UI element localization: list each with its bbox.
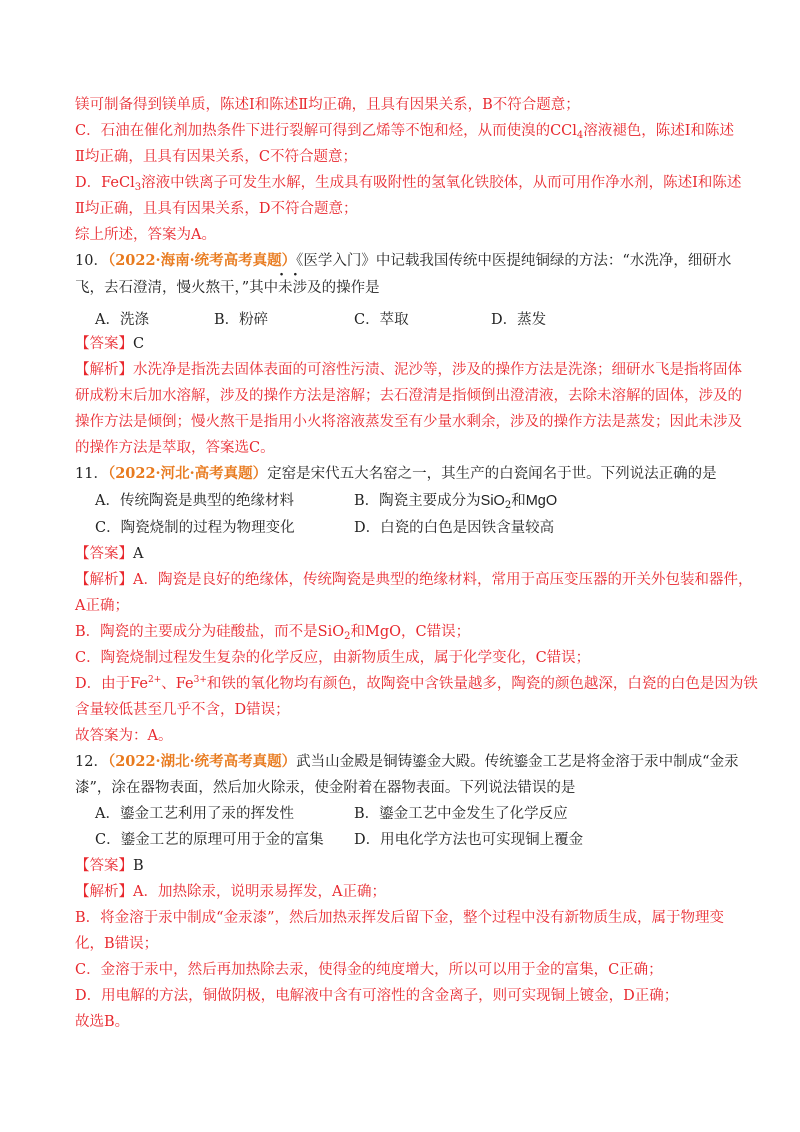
q10-stem: 10．（2022·海南·统考高考真题）《医学入门》中记载我国传统中医提纯铜绿的方法：“水洗净，细研水 (75, 252, 732, 269)
q10-option-b: B．粉碎 (214, 312, 269, 328)
q12-analysis-c: C．金溶于汞中，然后再加热除去汞，使得金的纯度增大，所以可以用于金的富集，C正确； (75, 962, 663, 978)
prev-analysis-c-cont: Ⅱ均正确，且具有因果关系，C不符合题意； (75, 149, 357, 165)
q12-option-a: A．鎏金工艺利用了汞的挥发性 (95, 806, 294, 822)
q12-analysis-b: B．将金溶于汞中制成“金汞漆”，然后加热汞挥发后留下金，整个过程中没有新物质生成，属于物理变 (75, 910, 724, 926)
q11-analysis-b: B．陶瓷的主要成分为硅酸盐，而不是SiO$_2$和MgO，C错误； (75, 624, 471, 642)
prev-analysis-c: C．石油在催化剂加热条件下进行裂解可得到乙烯等不饱和烃，从而使溴的CCl$_4$溶液褪色，陈述Ⅰ和陈述 (75, 123, 735, 141)
q12-option-b: B．鎏金工艺中金发生了化学反应 (354, 806, 568, 822)
prev-analysis-d-cont: Ⅱ均正确，且具有因果关系，D不符合题意； (75, 201, 358, 217)
q11-option-b: B．陶瓷主要成分为SiO$_2$和MgO (354, 493, 558, 511)
q11-option-d: D．白瓷的白色是因铁含量较高 (354, 520, 555, 536)
q10-analysis-line: 研成粉末后加水溶解，涉及的操作方法是溶解；去石澄清是指倾倒出澄清液，去除未溶解的固体，涉及的 (75, 388, 742, 404)
q10-stem-cont: 飞，去石澄清，慢火熬干，”其中· · 未涉及的操作是 (75, 278, 380, 298)
q11-option-c: C．陶瓷烧制的过程为物理变化 (95, 520, 295, 536)
q12-source: （2022·湖北·统考高考真题） (107, 753, 297, 770)
q10-answer: 【答案】C (75, 336, 145, 352)
q10-option-d: D．蒸发 (491, 312, 547, 328)
q12-analysis-b-cont: 化，B错误； (75, 936, 159, 952)
q11-analysis: 【解析】A．陶瓷是良好的绝缘体，传统陶瓷是典型的绝缘材料，常用于高压变压器的开关外包装和器件， (75, 572, 753, 588)
q11-option-a: A．传统陶瓷是典型的绝缘材料 (95, 493, 294, 509)
q11-analysis-d-cont: 含量较低甚至几乎不含，D错误； (75, 702, 290, 718)
q11-summary: 故答案为：A。 (75, 728, 173, 744)
q11-stem: 11．（2022·河北·高考真题）定窑是宋代五大名窑之一，其生产的白瓷闻名于世。下列说法正确的是 (75, 465, 717, 482)
q11-source: （2022·河北·高考真题） (107, 465, 268, 482)
q12-answer: 【答案】B (75, 858, 144, 874)
prev-analysis-d: D．FeCl$_3$溶液中铁离子可发生水解，生成具有吸附性的氢氧化铁胶体，从而可用作净水剂，陈述Ⅰ和陈述 (75, 175, 742, 193)
q12-analysis: 【解析】A．加热除汞，说明汞易挥发，A正确； (75, 884, 386, 900)
q10-analysis-line: 操作方法是倾倒；慢火熬干是指用小火将溶液蒸发至有少量水剩余，涉及的操作方法是蒸发；因此未涉及 (75, 414, 742, 430)
q10-analysis: 【解析】水洗净是指洗去固体表面的可溶性污渍、泥沙等，涉及的操作方法是洗涤；细研水飞是指将固体 (75, 362, 742, 378)
q10-source: （2022·海南·统考高考真题） (107, 252, 297, 269)
q11-answer: 【答案】A (75, 546, 144, 562)
prev-summary: 综上所述，答案为A。 (75, 227, 216, 243)
q12-analysis-d: D．用电解的方法，铜做阴极，电解液中含有可溶性的含金离子，则可实现铜上镀金，D正确； (75, 988, 679, 1004)
q12-stem: 12．（2022·湖北·统考高考真题）武当山金殿是铜铸鎏金大殿。传统鎏金工艺是将金溶于汞中制成“金汞 (75, 753, 739, 770)
q11-analysis-d: D．由于$Fe^{2+}$、$Fe^{3+}$和铁的氧化物均有颜色，故陶瓷中含铁量越多，陶瓷的颜色越深，白瓷的白色是因为铁 (75, 675, 758, 692)
q12-option-c: C．鎏金工艺的原理可用于金的富集 (95, 832, 324, 848)
q12-option-d: D．用电化学方法也可实现铜上覆金 (354, 832, 584, 848)
q11-analysis-c: C．陶瓷烧制过程发生复杂的化学反应，由新物质生成，属于化学变化，C错误； (75, 650, 591, 666)
q11-analysis-a-cont: A正确； (75, 598, 129, 614)
q12-stem-cont: 漆”，涂在器物表面，然后加火除汞，使金附着在器物表面。下列说法错误的是 (75, 780, 576, 796)
prev-analysis-line: 镁可制备得到镁单质，陈述Ⅰ和陈述Ⅱ均正确，且具有因果关系，B不符合题意； (75, 97, 580, 113)
q10-option-a: A．洗涤 (95, 312, 149, 328)
q12-summary: 故选B。 (75, 1014, 130, 1030)
q10-emphasis: · · 未涉及 (278, 278, 322, 298)
q10-option-c: C．萃取 (354, 312, 409, 328)
q10-analysis-line: 的操作方法是萃取，答案选C。 (75, 440, 275, 456)
